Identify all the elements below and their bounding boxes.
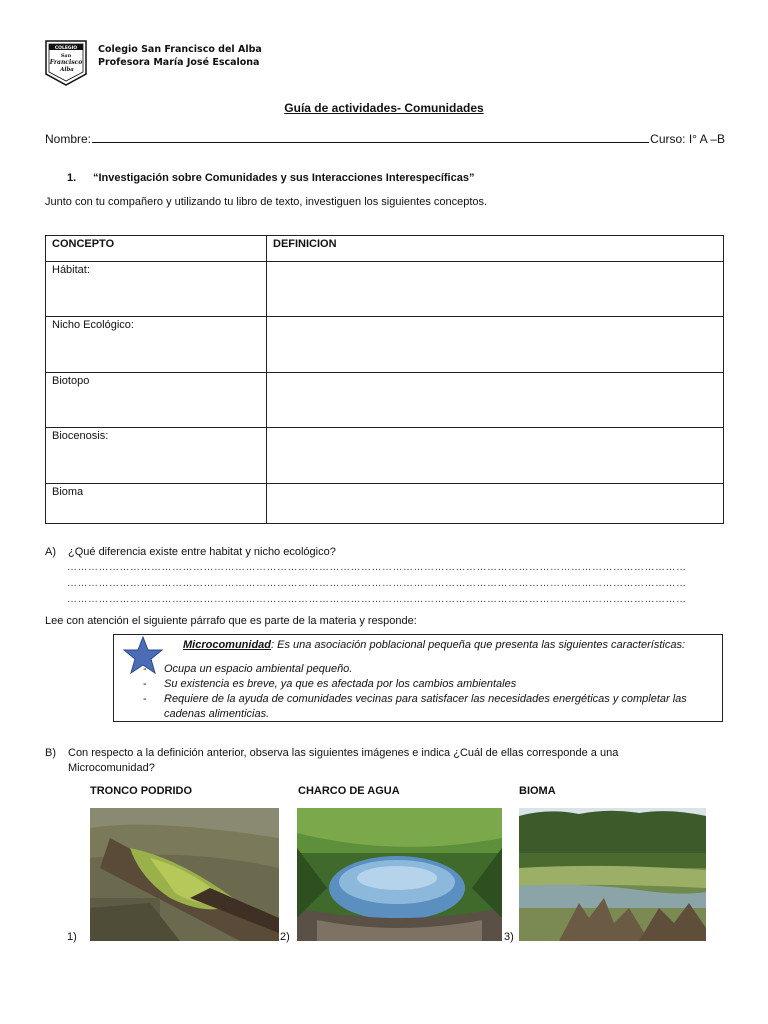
school-crest-logo xyxy=(45,40,87,86)
svg-text:Francisco: Francisco xyxy=(49,59,83,66)
list-item xyxy=(143,692,713,722)
intro-text: Junto con tu compañero y utilizando tu libro de texto, investiguen los siguientes conceptos. xyxy=(45,196,488,208)
definition-cell[interactable] xyxy=(267,317,724,373)
box-definition-text: : Es una asociación poblacional pequeña que presenta las siguientes características: xyxy=(271,639,685,651)
concept-cell: Bioma xyxy=(46,484,267,524)
table-row xyxy=(46,317,724,373)
teacher-name: Profesora María José Escalona xyxy=(98,57,260,68)
table-header-row xyxy=(46,236,724,262)
nombre-label: Nombre: xyxy=(45,132,92,146)
answer-line[interactable]: …………………………………………………………………………………………………………………………………………………………… xyxy=(67,594,687,605)
table-row xyxy=(46,262,724,317)
svg-text:COLEGIO: COLEGIO xyxy=(54,46,78,51)
question-b-text: Con respecto a la definición anterior, observa las siguientes imágenes e indica ¿Cuál de ellas corresponde a una Microcomunidad? xyxy=(68,747,619,774)
curso-label: Curso: I° A –B xyxy=(650,132,725,146)
svg-text:Alba: Alba xyxy=(60,67,74,73)
name-course-line xyxy=(45,132,725,146)
image-number-2: 2) xyxy=(280,931,290,943)
question-a-text: ¿Qué diferencia existe entre habitat y nicho ecológico? xyxy=(68,546,336,558)
list-item-text: Su existencia es breve, ya que es afectada por los cambios ambientales xyxy=(164,678,517,690)
question-a-letter: A) xyxy=(45,546,56,558)
water-puddle-photo xyxy=(297,808,502,941)
school-name: Colegio San Francisco del Alba xyxy=(98,44,262,55)
biome-photo xyxy=(519,808,706,941)
bullet-dash: - xyxy=(143,693,147,705)
concepts-table xyxy=(45,235,724,524)
section-1-heading xyxy=(67,172,474,184)
answer-line[interactable]: …………………………………………………………………………………………………………………………………………………………… xyxy=(67,562,687,573)
table-row xyxy=(46,484,724,524)
list-item xyxy=(143,677,713,692)
column-header-definicion: DEFINICION xyxy=(267,236,724,262)
box-definition xyxy=(183,639,685,651)
image-label-tronco: TRONCO PODRIDO xyxy=(90,785,193,797)
svg-text:San: San xyxy=(60,53,72,59)
concept-cell: Biotopo xyxy=(46,373,267,428)
question-b xyxy=(45,746,705,774)
definition-cell[interactable] xyxy=(267,262,724,317)
list-item xyxy=(143,662,713,677)
bullet-dash: - xyxy=(143,678,147,690)
characteristics-list xyxy=(143,662,713,722)
question-b-letter: B) xyxy=(45,747,56,759)
school-header xyxy=(98,43,262,69)
box-term: Microcomunidad xyxy=(183,639,272,651)
concept-cell: Hábitat: xyxy=(46,262,267,317)
table-row xyxy=(46,373,724,428)
page-title: Guía de actividades- Comunidades xyxy=(284,101,484,115)
definition-cell[interactable] xyxy=(267,428,724,484)
concept-cell: Nicho Ecológico: xyxy=(46,317,267,373)
rotten-log-photo xyxy=(90,808,279,941)
definition-cell[interactable] xyxy=(267,373,724,428)
column-header-concepto: CONCEPTO xyxy=(46,236,267,262)
bullet-dash: - xyxy=(143,663,147,675)
question-a xyxy=(45,546,336,558)
image-label-bioma: BIOMA xyxy=(519,785,556,797)
image-number-3: 3) xyxy=(504,931,514,943)
table-row xyxy=(46,428,724,484)
section-1-title: “Investigación sobre Comunidades y sus Interacciones Interespecíficas” xyxy=(93,172,475,184)
definition-cell[interactable] xyxy=(267,484,724,524)
answer-line[interactable]: …………………………………………………………………………………………………………………………………………………………… xyxy=(67,578,687,589)
read-prompt: Lee con atención el siguiente párrafo que es parte de la materia y responde: xyxy=(45,615,417,627)
image-label-charco: CHARCO DE AGUA xyxy=(298,785,400,797)
list-item-text: Requiere de la ayuda de comunidades vecinas para satisfacer las necesidades energéticas y completar las cadenas alimenticias. xyxy=(164,693,687,720)
concept-cell: Biocenosis: xyxy=(46,428,267,484)
name-fill-line[interactable] xyxy=(92,141,649,143)
list-item-text: Ocupa un espacio ambiental pequeño. xyxy=(164,663,353,675)
section-1-number: 1. xyxy=(67,172,77,184)
image-number-1: 1) xyxy=(67,931,77,943)
